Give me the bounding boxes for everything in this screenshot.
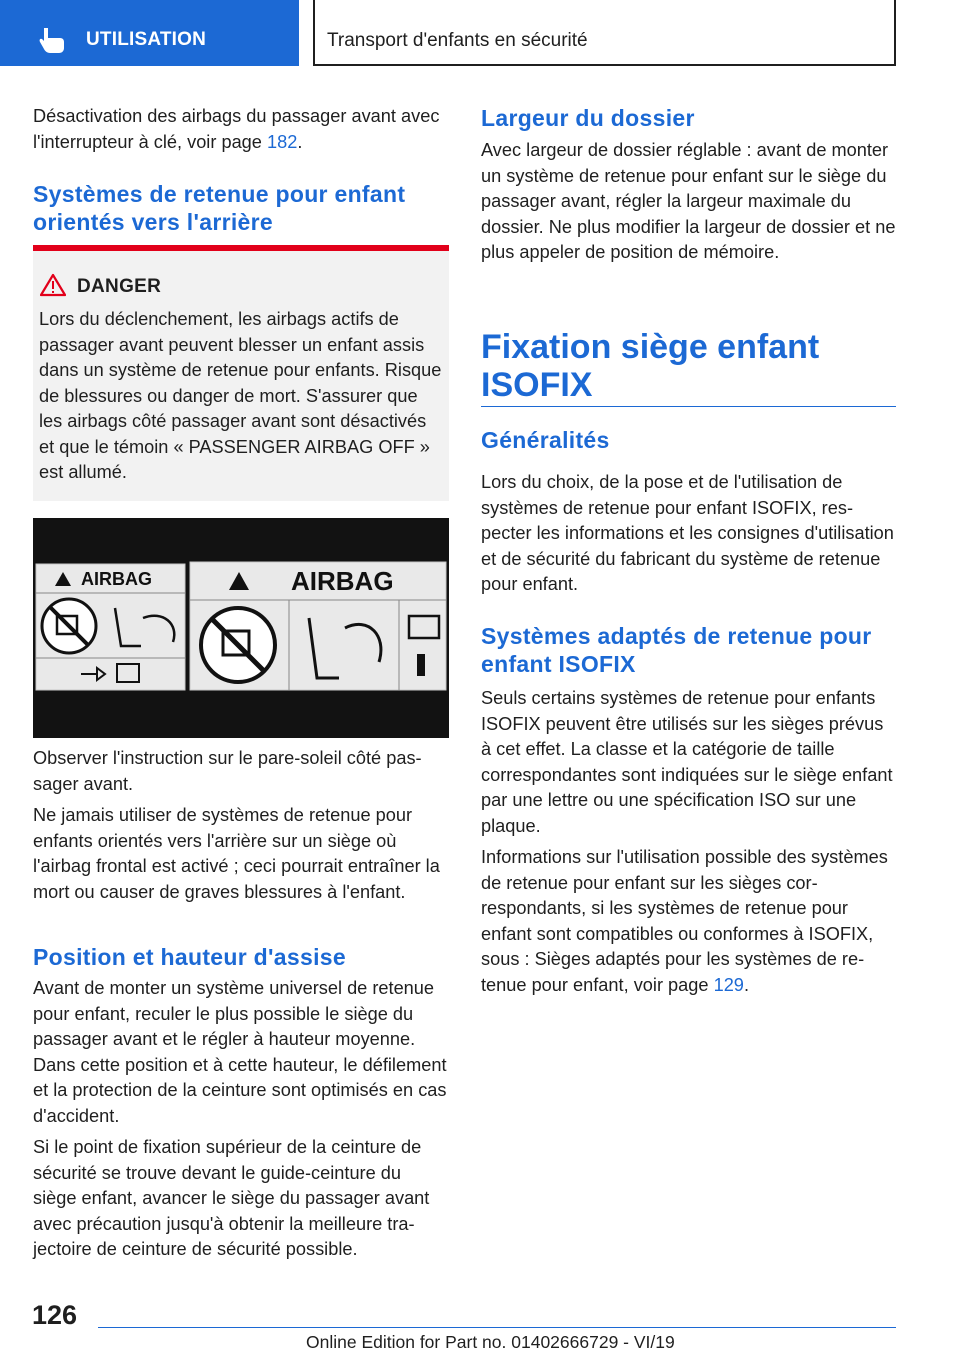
intro-paragraph: Désactivation des airbags du passager avant avec l'interrupteur à clé, voir page 182.	[33, 106, 440, 152]
right-body-1	[481, 138, 897, 266]
section-tab	[0, 0, 299, 66]
paragraph-info: Informations sur l'utilisation possible des systèmes de retenue pour enfant sur les sièges correspondants, si les systèmes de retenue pour enfant sont compatibles ou conformes à ISOFIX, sous : Sièges adaptés pour les systèmes de retenue pour enfant, voir page 129.	[481, 847, 888, 995]
page-link[interactable]: 182	[266, 131, 298, 152]
heading-adapted-systems: Systèmes adaptés de retenue pour enfant ISOFIX	[481, 623, 872, 677]
right-body-2	[481, 470, 897, 598]
left-body-2	[33, 976, 449, 1263]
paragraph-sun-visor: Observer l'instruction sur le pare-soleil côté passager avant.	[33, 748, 422, 794]
airbag-label-photo	[33, 518, 449, 738]
danger-text: Lors du déclenchement, les airbags actifs de passager avant peuvent blesser un enfant assis dans un système de retenue pour enfants. Risque de blessures ou danger de mort. S'assurer que les airbags côté passager avant sont désactivés et que le témoin « PASSENGER AIRBAG OFF » est allumé.	[39, 309, 442, 482]
page-number: 126	[32, 1300, 78, 1330]
heading-rule	[481, 406, 896, 407]
paragraph-general: Lors du choix, de la pose et de l'utilisation de systèmes de retenue pour enfant ISOFIX, respecter les informations et les consignes d'utilisation et de sécurité du fabricant du système de retenue pour enfant.	[481, 472, 894, 594]
hand-pointer-icon	[38, 26, 68, 54]
heading-isofix: Fixation siège enfant ISOFIX	[481, 328, 820, 404]
chapter-title: Transport d'enfants en sécurité	[327, 30, 588, 51]
footer-rule	[98, 1327, 896, 1328]
heading-backrest-width: Largeur du dossier	[481, 105, 695, 131]
paragraph-backrest: Avec largeur de dossier réglable : avant de monter un système de retenue pour enfant sur le siège du passager avant, régler la largeur maximale du dossier. Ne plus modifier la largeur de dossier et ne plus appeler de position de mémoire.	[481, 140, 896, 262]
left-body	[33, 746, 449, 905]
right-body-3	[481, 686, 897, 998]
heading-general: Généralités	[481, 427, 610, 453]
airbag-label-illustration	[33, 518, 449, 738]
chapter-title-box	[313, 0, 896, 66]
danger-warning-box	[33, 245, 449, 501]
section-label: UTILISATION	[86, 29, 207, 50]
footer-edition: Online Edition for Part no. 01402666729 - VI/19	[306, 1332, 675, 1352]
heading-seat-position: Position et hauteur d'assise	[33, 944, 346, 970]
paragraph-never-use: Ne jamais utiliser de systèmes de retenue pour enfants orientés vers l'arrière sur un siège où l'airbag frontal est activé ; ceci pourrait entraîner la mort ou causer de graves blessures à l'enfant.	[33, 805, 440, 902]
page-link[interactable]: 129	[713, 974, 744, 995]
airbag-label-right: AIRBAG	[291, 566, 394, 596]
danger-title: DANGER	[77, 276, 162, 297]
heading-rear-facing: Systèmes de retenue pour enfant orientés vers l'arrière	[33, 181, 406, 235]
airbag-label-left: AIRBAG	[81, 569, 152, 589]
left-intro	[33, 104, 449, 155]
paragraph-adapted: Seuls certains systèmes de retenue pour enfants ISOFIX peuvent être utilisés sur les sièges prévus à cet effet. La classe et la catégorie de taille correspondantes sont indiquées sur le siège enfant par une lettre ou une spécification ISO sur une plaque.	[481, 688, 893, 836]
warning-triangle-icon	[40, 273, 66, 297]
paragraph-seat-adjust: Avant de monter un système universel de retenue pour enfant, reculer le plus possible le siège du passager avant et le régler à hauteur moyenne. Dans cette position et à cette hauteur, le défilement et la protection de la ceinture sont optimisés en cas d'accident.	[33, 978, 447, 1126]
paragraph-belt-anchor: Si le point de fixation supérieur de la ceinture de sécurité se trouve devant le guide-ceinture du siège enfant, avancer le siège du passager avant avec précaution jusqu'à obtenir la meilleure trajectoire de ceinture de sécurité possible.	[33, 1137, 430, 1259]
